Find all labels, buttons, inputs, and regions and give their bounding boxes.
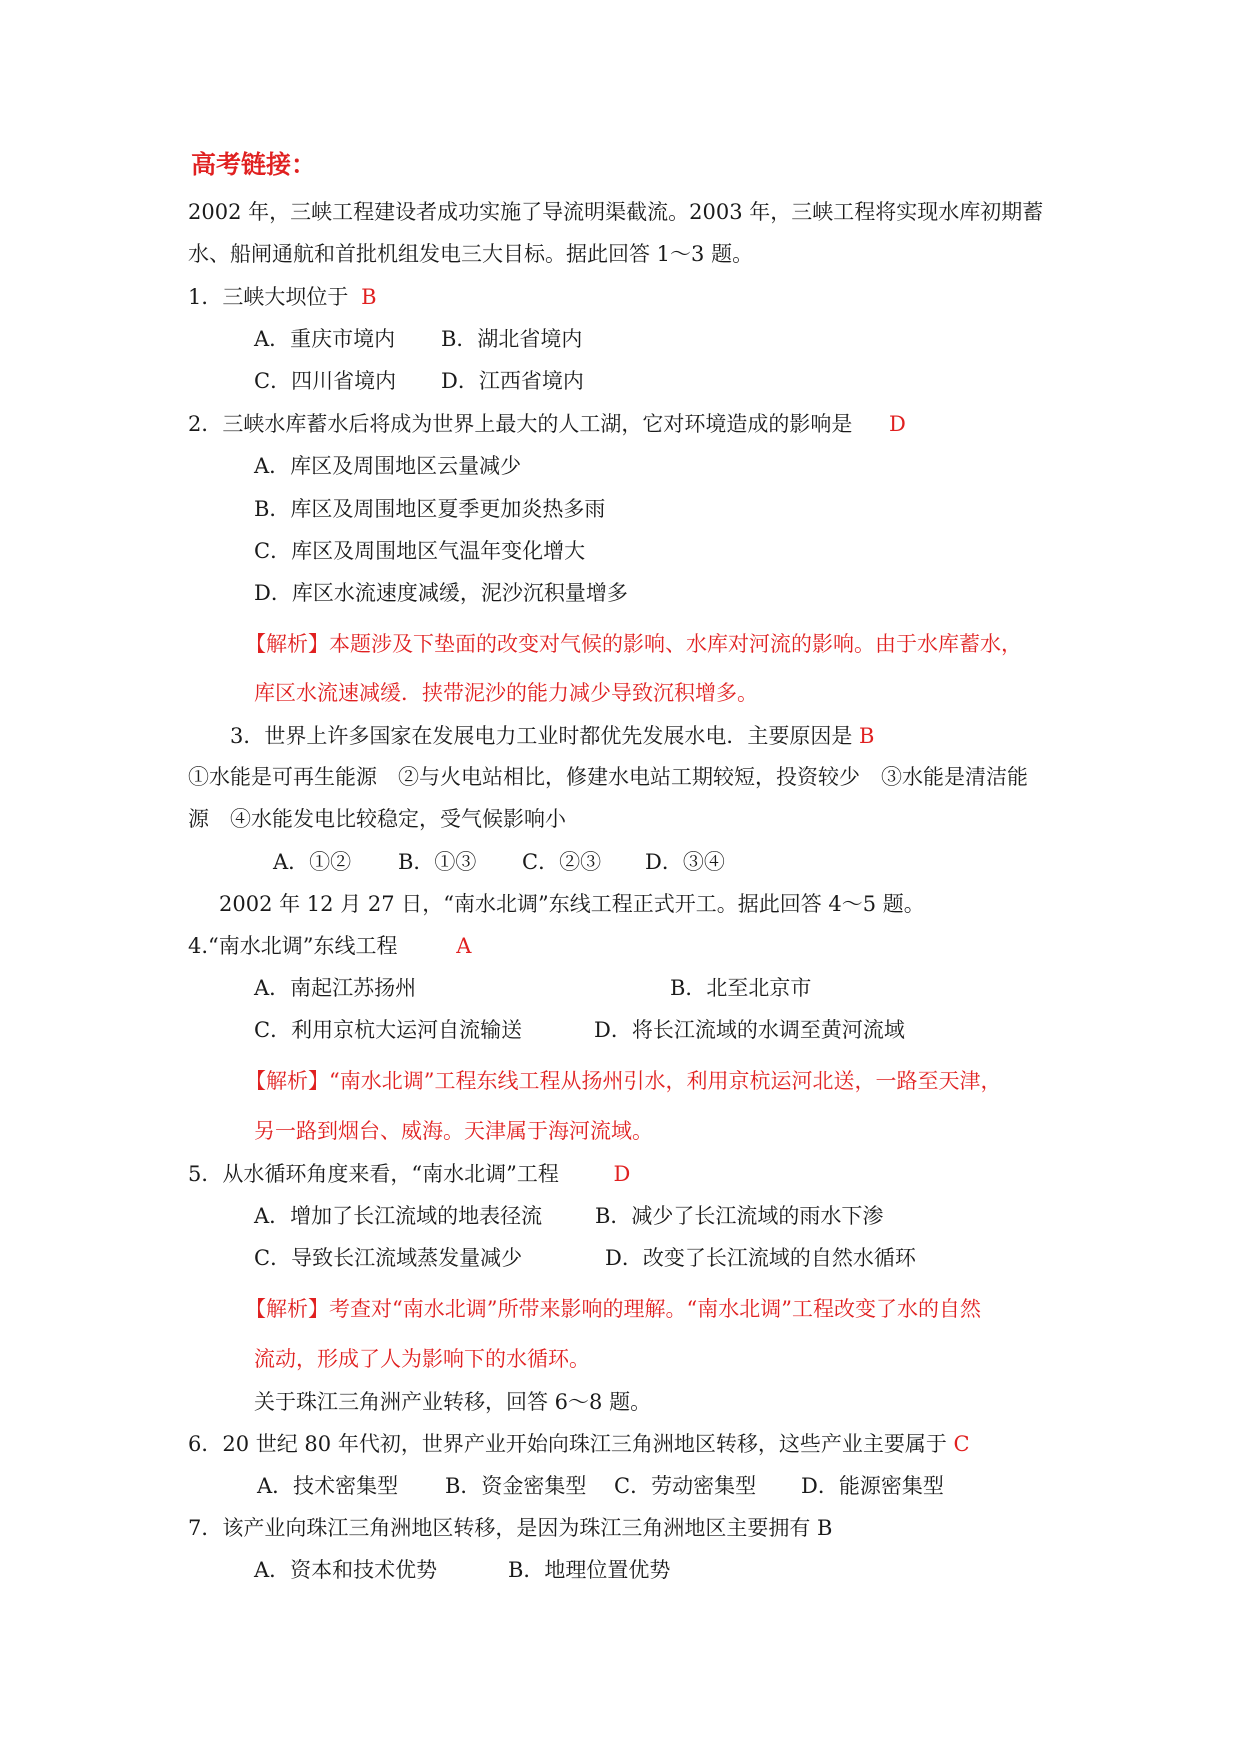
- option: B．北至北京市: [670, 976, 812, 1000]
- question-stem: 3．世界上许多国家在发展电力工业时都优先发展水电．主要原因是: [230, 724, 853, 748]
- answer: D: [613, 1162, 631, 1186]
- option: A．①②: [273, 850, 352, 874]
- answer: A: [456, 934, 472, 958]
- option: C．②③: [522, 850, 602, 874]
- question-6: [188, 1429, 970, 1459]
- option: A．技术密集型: [257, 1474, 399, 1498]
- intro-text-2: 水、船闸通航和首批机组发电三大目标。据此回答 1～3 题。: [188, 242, 754, 266]
- option: A．增加了长江流域的地表径流: [254, 1204, 543, 1228]
- question-7: 7．该产业向珠江三角洲地区转移，是因为珠江三角洲地区主要拥有 B: [188, 1516, 833, 1540]
- question-stem: 2．三峡水库蓄水后将成为世界上最大的人工湖，它对环境造成的影响是: [188, 412, 853, 436]
- option: B．资金密集型: [445, 1474, 587, 1498]
- option: C．四川省境内: [254, 369, 397, 393]
- option: C．库区及周围地区气温年变化增大: [254, 539, 586, 563]
- question-3-statement: 源 ④水能发电比较稳定，受气候影响小: [188, 807, 566, 831]
- answer: B: [859, 724, 875, 748]
- question-stem: 1．三峡大坝位于: [188, 285, 349, 309]
- option: D．改变了长江流域的自然水循环: [605, 1246, 916, 1270]
- option: B．库区及周围地区夏季更加炎热多雨: [254, 497, 606, 521]
- option: A．资本和技术优势: [254, 1558, 438, 1582]
- answer: B: [361, 285, 377, 309]
- question-3-statement: ①水能是可再生能源 ②与火电站相比，修建水电站工期较短，投资较少 ③水能是清洁能: [188, 765, 1028, 789]
- analysis: 流动，形成了人为影响下的水循环。: [254, 1347, 590, 1371]
- intro-text-4: 关于珠江三角洲产业转移，回答 6～8 题。: [254, 1390, 652, 1414]
- option: A．重庆市境内: [254, 327, 396, 351]
- option: B．湖北省境内: [441, 327, 583, 351]
- option: C．导致长江流域蒸发量减少: [254, 1246, 523, 1270]
- analysis: 【解析】“南水北调”工程东线工程从扬州引水，利用京杭运河北送，一路至天津，: [245, 1069, 1002, 1093]
- answer: D: [889, 412, 906, 436]
- section-title: 高考链接：: [191, 150, 317, 179]
- option: D．库区水流速度减缓，泥沙沉积量增多: [254, 581, 628, 605]
- question-4: [188, 931, 471, 961]
- question-1: [188, 282, 377, 312]
- analysis: 库区水流速减缓．挟带泥沙的能力减少导致沉积增多。: [254, 681, 758, 705]
- analysis: 【解析】考查对“南水北调”所带来影响的理解。“南水北调”工程改变了水的自然: [245, 1297, 981, 1321]
- question-stem: 5．从水循环角度来看，“南水北调”工程: [188, 1162, 559, 1186]
- option: C．利用京杭大运河自流输送: [254, 1018, 523, 1042]
- question-stem: 6．20 世纪 80 年代初，世界产业开始向珠江三角洲地区转移，这些产业主要属于: [188, 1432, 947, 1456]
- option: A．南起江苏扬州: [254, 976, 417, 1000]
- option: D．③④: [645, 850, 725, 874]
- question-3: [230, 721, 874, 751]
- analysis: 另一路到烟台、威海。天津属于海河流域。: [254, 1119, 653, 1143]
- option: B．地理位置优势: [508, 1558, 671, 1582]
- option: A．库区及周围地区云量减少: [254, 454, 522, 478]
- question-5: [188, 1159, 630, 1189]
- option: D．江西省境内: [441, 369, 584, 393]
- question-stem: 4.“南水北调”东线工程: [188, 934, 398, 958]
- option: B．减少了长江流域的雨水下渗: [595, 1204, 884, 1228]
- option: D．将长江流域的水调至黄河流域: [594, 1018, 905, 1042]
- option: D．能源密集型: [801, 1474, 944, 1498]
- question-2: [188, 409, 906, 439]
- intro-text-3: 2002 年 12 月 27 日，“南水北调”东线工程正式开工。据此回答 4～5 题。: [219, 892, 925, 916]
- option: B．①③: [398, 850, 477, 874]
- answer: C: [953, 1432, 970, 1456]
- option: C．劳动密集型: [614, 1474, 757, 1498]
- intro-text-1: 2002 年，三峡工程建设者成功实施了导流明渠截流。2003 年，三峡工程将实现水库初期蓄: [188, 200, 1044, 224]
- analysis: 【解析】本题涉及下垫面的改变对气候的影响、水库对河流的影响。由于水库蓄水，: [245, 632, 1022, 656]
